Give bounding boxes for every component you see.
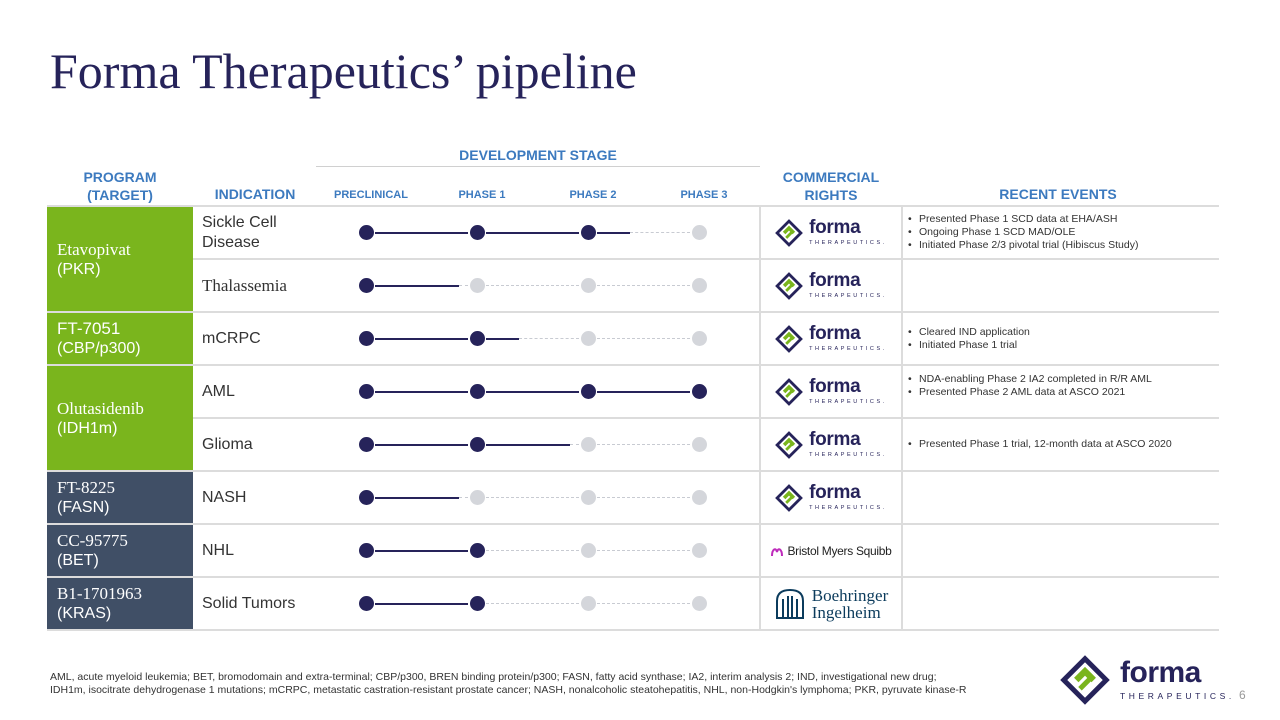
forma-mark-icon — [775, 378, 803, 406]
header-development-stage: DEVELOPMENT STAGE — [459, 147, 617, 163]
forma-mark-icon — [775, 484, 803, 512]
remaining-segment — [597, 497, 690, 498]
row-divider — [47, 629, 1219, 631]
header-program-line1: PROGRAM — [83, 169, 157, 185]
event-item: • Presented Phase 2 AML data at ASCO 2021 — [908, 386, 1208, 399]
program-cell-olutasidenib — [47, 366, 193, 470]
bi-logo — [774, 587, 888, 621]
rights-cell — [762, 207, 900, 258]
program-name: FT-7051 — [57, 319, 121, 338]
progress-track — [366, 278, 708, 294]
remaining-segment — [597, 603, 690, 604]
stage-dot — [470, 490, 485, 505]
header-program-line2: (TARGET) — [87, 187, 153, 203]
forma-mark-icon — [775, 219, 803, 247]
forma-logo — [775, 272, 887, 300]
development-stage-divider — [316, 166, 760, 167]
forma-sub: THERAPEUTICS. — [809, 293, 887, 299]
stage-dot — [470, 384, 485, 399]
forma-mark-icon — [1060, 655, 1110, 705]
stage-dot — [581, 596, 596, 611]
program-target: (IDH1m) — [57, 419, 118, 437]
remaining-segment — [597, 338, 690, 339]
stage-dot — [470, 437, 485, 452]
stage-dot — [581, 331, 596, 346]
indication-nash: NASH — [202, 488, 247, 506]
stage-dot — [692, 437, 707, 452]
remaining-segment — [486, 497, 579, 498]
stage-dot — [581, 543, 596, 558]
indication-sickle-cell: Sickle Cell Disease — [202, 213, 277, 251]
bi-word-1: Boehringer — [811, 585, 889, 605]
progress-track — [366, 543, 708, 559]
progress-track — [366, 596, 708, 612]
forma-mark-icon — [775, 431, 803, 459]
program-target: (KRAS) — [57, 605, 112, 622]
footer-forma-logo — [1060, 655, 1235, 705]
header-phase-preclinical: PRECLINICAL — [334, 189, 408, 201]
stage-dot — [692, 384, 707, 399]
rights-cell — [762, 313, 900, 364]
header-commercial-rights — [762, 168, 900, 204]
event-item: • Cleared IND application — [908, 326, 1208, 339]
header-phase-2: PHASE 2 — [569, 189, 617, 201]
stage-dot — [581, 490, 596, 505]
progress-track — [366, 437, 708, 453]
remaining-segment — [630, 232, 690, 233]
rights-cell — [762, 525, 900, 576]
stage-dot — [581, 278, 596, 293]
remaining-segment — [597, 285, 690, 286]
event-item: • NDA-enabling Phase 2 IA2 completed in R/R AML — [908, 373, 1208, 386]
stage-dot — [359, 543, 374, 558]
rights-cell — [762, 419, 900, 470]
program-cell-ft-7051 — [47, 313, 193, 364]
program-name: CC-95775 — [57, 531, 128, 550]
stage-dot — [470, 543, 485, 558]
stage-dot — [692, 596, 707, 611]
header-program — [60, 168, 180, 204]
remaining-segment — [570, 444, 579, 445]
event-item: • Ongoing Phase 1 SCD MAD/OLE — [908, 226, 1208, 239]
header-phase-1: PHASE 1 — [458, 189, 506, 201]
progress-segment — [597, 391, 690, 393]
forma-mark-icon — [775, 325, 803, 353]
bms-word: Bristol Myers Squibb — [787, 543, 892, 558]
stage-dot — [692, 331, 707, 346]
forma-sub: THERAPEUTICS. — [809, 240, 887, 246]
page-number: 6 — [1239, 688, 1246, 702]
remaining-segment — [486, 285, 579, 286]
stage-dot — [581, 437, 596, 452]
indication-thalassemia: Thalassemia — [202, 275, 287, 295]
remaining-segment — [486, 603, 579, 604]
progress-segment — [486, 444, 570, 446]
stage-dot — [692, 278, 707, 293]
stage-dot — [470, 596, 485, 611]
stage-dot — [470, 278, 485, 293]
footnote-line-2: IDH1m, isocitrate dehydrogenase 1 mutations; mCRPC, metastatic castration-resistant prostate cancer; NASH, nonalcoholic steatohepatitis, NHL, non-Hodgkin's lymphoma; PKR, pyruvate kinase-R — [50, 684, 967, 696]
progress-segment — [375, 391, 468, 393]
rights-cell — [762, 260, 900, 311]
program-cell-ft-8225 — [47, 472, 193, 523]
forma-sub: THERAPEUTICS. — [1120, 691, 1235, 701]
bi-word-2: Ingelheim — [811, 602, 881, 622]
row-divider — [193, 258, 1219, 260]
program-name: Olutasidenib — [57, 398, 144, 418]
forma-word: forma — [809, 270, 861, 291]
indication-aml: AML — [202, 382, 235, 400]
recent-events-sickle-cell — [908, 207, 1208, 258]
stage-dot — [581, 384, 596, 399]
event-item: • Initiated Phase 2/3 pivotal trial (Hibiscus Study) — [908, 239, 1208, 252]
forma-word: forma — [809, 376, 861, 397]
stage-dot — [359, 596, 374, 611]
forma-sub: THERAPEUTICS. — [809, 346, 887, 352]
progress-track — [366, 225, 708, 241]
recent-events-mcrpc — [908, 313, 1208, 364]
progress-segment — [375, 444, 468, 446]
column-divider — [901, 205, 903, 631]
progress-segment — [375, 550, 468, 552]
column-divider — [759, 205, 761, 631]
stage-dot — [359, 278, 374, 293]
forma-logo — [775, 325, 887, 353]
progress-segment — [486, 338, 519, 340]
event-item: • Presented Phase 1 trial, 12-month data at ASCO 2020 — [908, 438, 1208, 451]
remaining-segment — [597, 444, 690, 445]
stage-dot — [581, 225, 596, 240]
program-target: (BET) — [57, 552, 99, 569]
progress-track — [366, 490, 708, 506]
forma-logo — [775, 378, 887, 406]
forma-logo — [775, 219, 887, 247]
forma-sub: THERAPEUTICS. — [809, 452, 887, 458]
program-name: Etavopivat — [57, 239, 131, 259]
stage-dot — [692, 543, 707, 558]
forma-word: forma — [809, 482, 861, 503]
header-commercial-line2: RIGHTS — [804, 187, 858, 203]
header-commercial-line1: COMMERCIAL — [782, 169, 880, 185]
program-cell-b1-1701963 — [47, 578, 193, 629]
footnote — [50, 671, 1010, 697]
progress-segment — [375, 603, 468, 605]
progress-segment — [375, 232, 468, 234]
indication-mcrpc: mCRPC — [202, 329, 261, 347]
remaining-segment — [459, 285, 468, 286]
header-phase-3: PHASE 3 — [680, 189, 728, 201]
event-item: • Initiated Phase 1 trial — [908, 339, 1208, 352]
forma-sub: THERAPEUTICS. — [809, 399, 887, 405]
stage-dot — [359, 437, 374, 452]
remaining-segment — [597, 550, 690, 551]
recent-events-glioma — [908, 419, 1208, 470]
stage-dot — [359, 490, 374, 505]
stage-dot — [359, 384, 374, 399]
progress-segment — [597, 232, 630, 234]
header-recent-events: RECENT EVENTS — [999, 186, 1117, 202]
stage-dot — [359, 225, 374, 240]
page-title: Forma Therapeutics’ pipeline — [50, 43, 637, 99]
forma-logo — [775, 484, 887, 512]
progress-segment — [375, 338, 468, 340]
bms-logo — [770, 544, 891, 558]
progress-segment — [486, 232, 579, 234]
indication-glioma: Glioma — [202, 435, 253, 453]
remaining-segment — [519, 338, 579, 339]
stage-dot — [692, 490, 707, 505]
program-target: (PKR) — [57, 260, 101, 278]
bms-mark-icon — [770, 544, 784, 558]
forma-word: forma — [1120, 656, 1201, 689]
program-name: FT-8225 — [57, 478, 115, 497]
rights-cell — [762, 578, 900, 629]
event-item: • Presented Phase 1 SCD data at EHA/ASH — [908, 213, 1208, 226]
rights-cell — [762, 472, 900, 523]
footnote-line-1: AML, acute myeloid leukemia; BET, bromodomain and extra-terminal; CBP/p300, BREN binding protein/p300; FASN, fatty acid synthase; IA2, interim analysis 2; IND, investigational new drug; — [50, 671, 937, 683]
forma-logo — [775, 431, 887, 459]
program-name: B1-1701963 — [57, 584, 142, 603]
remaining-segment — [486, 550, 579, 551]
header-indication: INDICATION — [214, 186, 296, 202]
program-cell-etavopivat — [47, 207, 193, 311]
stage-dot — [470, 331, 485, 346]
remaining-segment — [459, 497, 468, 498]
indication-nhl: NHL — [202, 541, 235, 559]
forma-word: forma — [809, 323, 861, 344]
recent-events-aml — [908, 366, 1208, 396]
stage-dot — [692, 225, 707, 240]
rights-cell — [762, 366, 900, 417]
forma-word: forma — [809, 429, 861, 450]
progress-segment — [375, 497, 459, 499]
forma-mark-icon — [775, 272, 803, 300]
progress-segment — [486, 391, 579, 393]
stage-dot — [470, 225, 485, 240]
forma-sub: THERAPEUTICS. — [809, 505, 887, 511]
progress-segment — [375, 285, 459, 287]
progress-track — [366, 384, 708, 400]
program-cell-cc-95775 — [47, 525, 193, 576]
bi-mark-icon — [774, 587, 806, 621]
program-target: (CBP/p300) — [57, 340, 141, 357]
forma-word: forma — [809, 217, 861, 238]
program-target: (FASN) — [57, 499, 110, 516]
stage-dot — [359, 331, 374, 346]
indication-solid-tumors: Solid Tumors — [202, 594, 296, 612]
progress-track — [366, 331, 708, 347]
